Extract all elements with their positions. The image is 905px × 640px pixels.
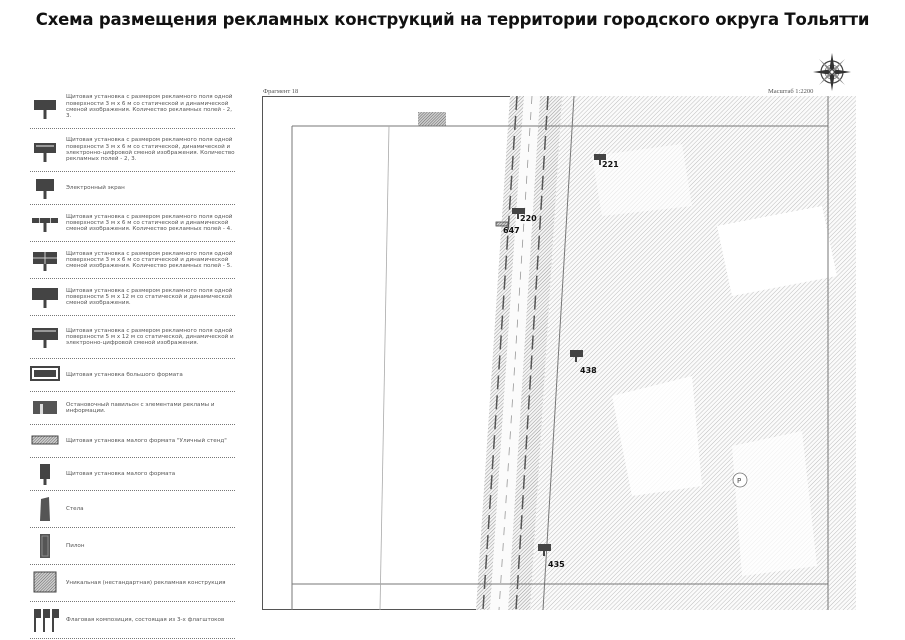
compass-rose-icon (812, 52, 852, 92)
legend-text: Уникальная (нестандартная) рекламная конструкция (66, 579, 226, 586)
parking-label: P (737, 477, 742, 485)
billboard-four-sided-icon (30, 210, 60, 236)
legend (30, 86, 235, 639)
legend-text: Электронный экран (66, 184, 125, 191)
legend-text: Щитовая установка малого формата (66, 470, 176, 477)
legend-item (30, 458, 235, 491)
billboard-medium-icon (30, 94, 60, 120)
unique-structure-icon (30, 570, 60, 596)
stele-icon (30, 496, 60, 522)
street-stand-icon (30, 428, 60, 454)
billboard-large-icon (30, 284, 60, 310)
legend-item (30, 205, 235, 242)
marker-label: 438 (580, 366, 597, 375)
lot (592, 144, 692, 216)
legend-item (30, 602, 235, 639)
fragment-label: Фрагмент 18 (263, 88, 299, 95)
legend-text: Остановочный павильон с элементами рекламы и информации. (66, 401, 215, 414)
billboard-five-sided-icon (30, 247, 60, 273)
legend-item (30, 242, 235, 279)
legend-text: Пилон (66, 542, 85, 549)
legend-item (30, 316, 235, 359)
legend-text: Щитовая установка с размером рекламного поля одной поверхности 3 м х 6 м со статической и динамической сменой изображения. Количество рекламных полей - 4. (66, 213, 233, 233)
legend-item (30, 129, 235, 172)
legend-item (30, 565, 235, 602)
legend-item (30, 491, 235, 528)
bus-stop-pavilion-icon (30, 395, 60, 421)
legend-item (30, 359, 235, 392)
map (262, 96, 856, 610)
marker-label: 221 (602, 160, 619, 169)
legend-text: Щитовая установка большого формата (66, 371, 183, 378)
electronic-screen-icon (30, 175, 60, 201)
legend-item (30, 425, 235, 458)
building (418, 112, 446, 126)
marker-label: 647 (503, 226, 520, 235)
marker-label: 435 (548, 560, 565, 569)
legend-text: Щитовая установка с размером рекламного поля одной поверхности 3 м х 6 м со статической и динамической сменой изображения. Количество рекламных полей - 5. (66, 250, 233, 270)
flag-composition-icon (30, 607, 60, 633)
marker-label: 220 (520, 214, 537, 223)
billboard-medium-digital-icon (30, 137, 60, 163)
legend-item (30, 528, 235, 565)
legend-item (30, 279, 235, 316)
legend-item (30, 172, 235, 205)
pylon-icon (30, 533, 60, 559)
legend-item (30, 86, 235, 129)
scale-label: Масштаб 1:2200 (768, 88, 814, 95)
legend-text: Щитовая установка с размером рекламного поля одной поверхности 5 м х 12 м со статической и динамической сменой изображения. (66, 287, 233, 307)
legend-item (30, 392, 235, 425)
billboard-small-icon (30, 461, 60, 487)
billboard-big-format-icon (30, 362, 60, 388)
legend-text: Щитовая установка с размером рекламного поля одной поверхности 3 м х 6 м со статической и динамической сменой изображения. Количество рекламных полей - 2, 3. (66, 94, 233, 120)
legend-text: Щитовая установка с размером рекламного поля одной поверхности 5 м х 12 м со статической, динамической и электронно-цифровой сменой изображения. (66, 327, 234, 347)
legend-text: Стела (66, 505, 84, 512)
lot (732, 431, 817, 576)
legend-text: Щитовая установка малого формата "Уличный стенд" (66, 437, 227, 444)
legend-text: Флаговая композиция, состоящая из 3-х флагштоков (66, 616, 225, 623)
billboard-large-digital-icon (30, 324, 60, 350)
page-title: Схема размещения рекламных конструкций на территории городского округа Тольятти (35, 10, 870, 29)
legend-text: Щитовая установка с размером рекламного поля одной поверхности 3 м х 6 м со статической, динамической и электронно-цифровой сменой изображения. Количество рекламных полей - 2, 3. (66, 137, 235, 163)
